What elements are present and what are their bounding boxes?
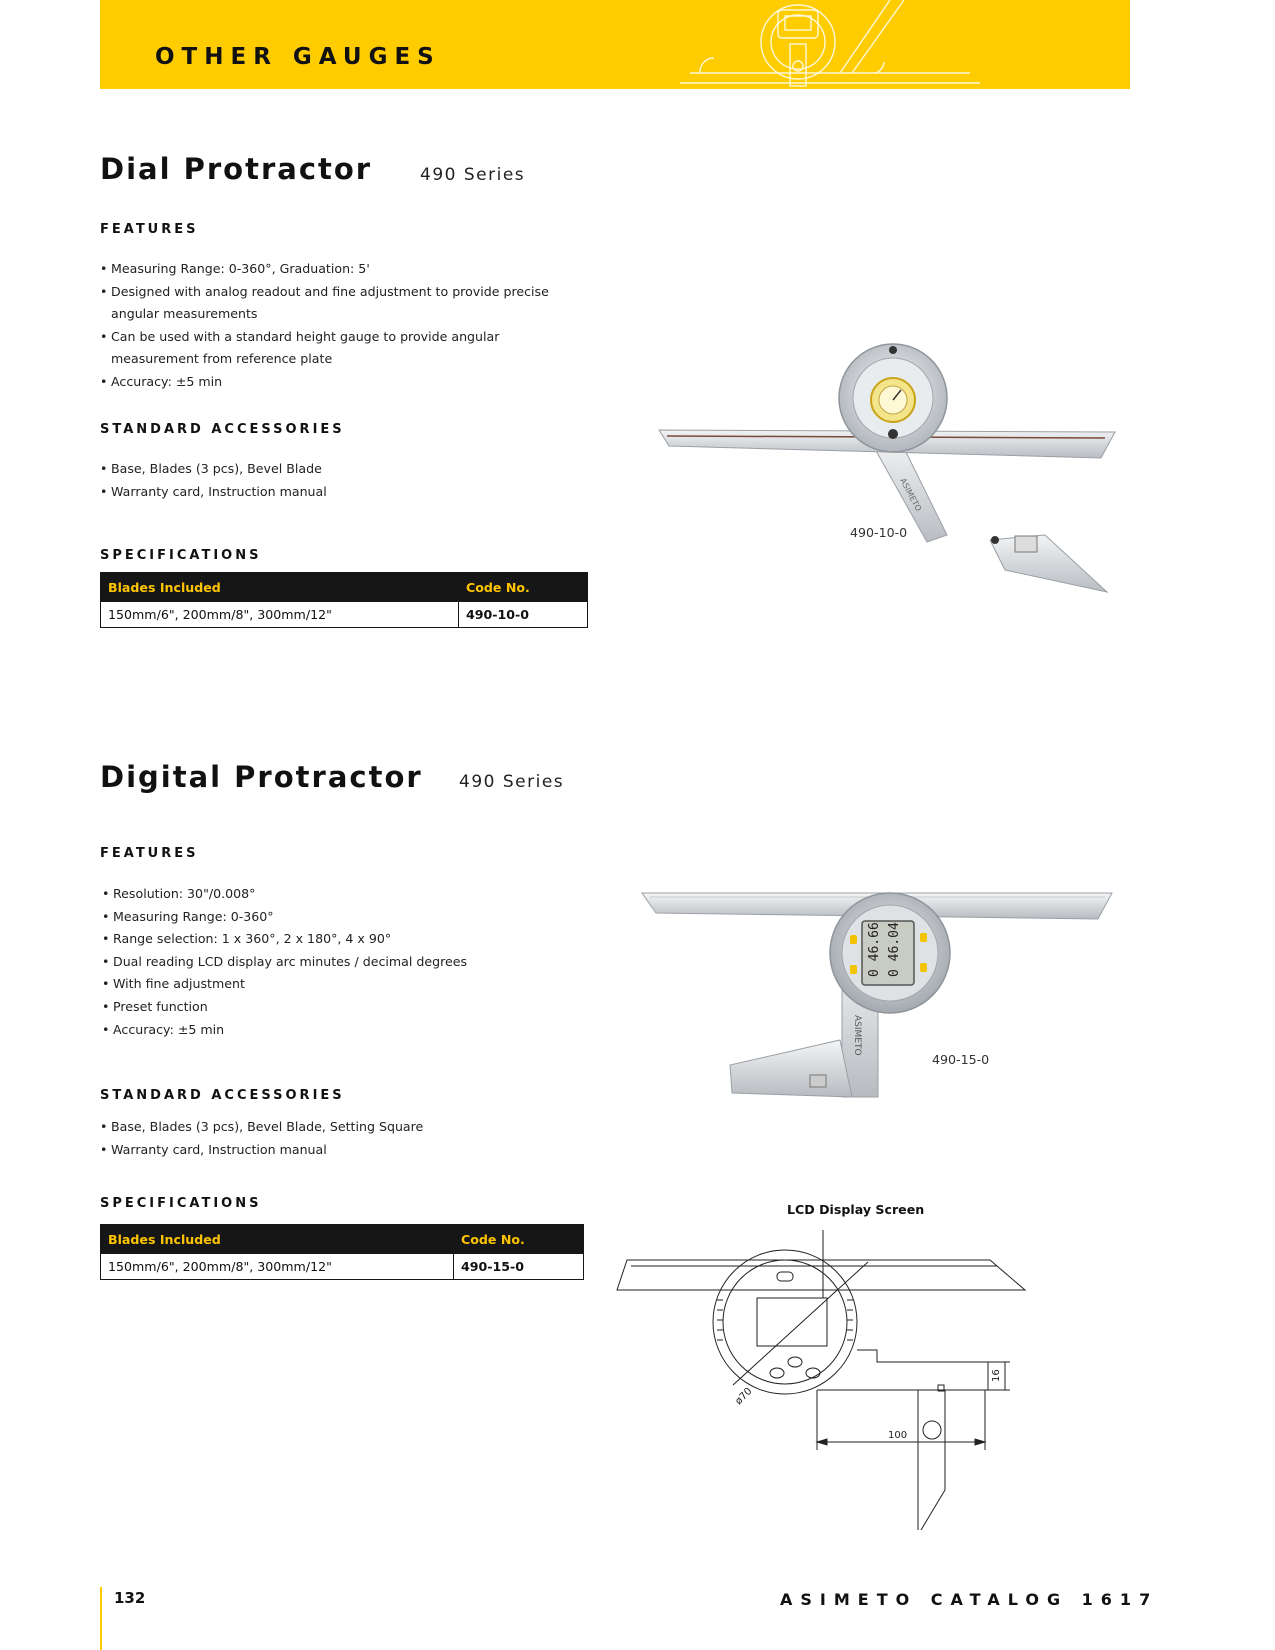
image-caption: 490-10-0 [850,525,908,540]
feature-item: • With fine adjustment [102,973,582,996]
svg-text:ASIMETO: ASIMETO [898,476,924,513]
dimension-diagram [605,1230,1035,1530]
accessory-item: • Base, Blades (3 pcs), Bevel Blade [100,458,560,481]
digital-protractor-image [640,885,1130,1130]
spec-table [100,1224,584,1280]
catalog-title: ASIMETO CATALOG 1617 [780,1590,1159,1609]
image-caption: 490-15-0 [932,1052,990,1067]
feature-item: • Designed with analog readout and fine adjustment to provide precise angular measurements [100,281,560,326]
table-row [101,1254,584,1280]
footer-accent-bar [100,1587,102,1650]
lcd-reading-2: 0 46.04 [887,922,902,977]
feature-item: • Dual reading LCD display arc minutes / decimal degrees [102,951,582,974]
product-series: 490 Series [420,165,526,185]
table-header-code: Code No. [459,573,588,602]
table-header-blades: Blades Included [101,1225,454,1254]
table-row [101,602,588,628]
product-title: Digital Protractor [100,760,423,794]
dial-protractor-image [655,330,1125,600]
feature-item: • Preset function [102,996,582,1019]
section-title: OTHER GAUGES [155,44,441,70]
accessories-heading: STANDARD ACCESSORIES [100,422,345,437]
features-heading: FEATURES [100,846,199,861]
feature-item: • Accuracy: ±5 min [100,371,560,394]
dimension-height: 16 [991,1369,1002,1382]
features-heading: FEATURES [100,222,199,237]
lcd-button-icon [850,965,857,974]
table-cell-blades: 150mm/6", 200mm/8", 300mm/12" [101,1254,454,1280]
feature-item: • Can be used with a standard height gauge to provide angular measurement from reference plate [100,326,560,371]
feature-item: • Accuracy: ±5 min [102,1019,582,1042]
lcd-button-icon [850,935,857,944]
feature-item: • Range selection: 1 x 360°, 2 x 180°, 4 x 90° [102,928,582,951]
svg-text:ASIMETO: ASIMETO [852,1015,862,1056]
accessories-list [100,1116,580,1161]
specs-heading: SPECIFICATIONS [100,548,262,563]
accessory-item: • Base, Blades (3 pcs), Bevel Blade, Setting Square [100,1116,580,1139]
feature-item: • Resolution: 30"/0.008° [102,883,582,906]
table-cell-code: 490-10-0 [459,602,588,628]
table-cell-blades: 150mm/6", 200mm/8", 300mm/12" [101,602,459,628]
table-header-blades: Blades Included [101,573,459,602]
feature-item: • Measuring Range: 0-360° [102,906,582,929]
page-number: 132 [114,1589,146,1607]
table-header-code: Code No. [454,1225,584,1254]
table-cell-code: 490-15-0 [454,1254,584,1280]
specs-heading: SPECIFICATIONS [100,1196,262,1211]
features-list [100,258,560,394]
header-banner [100,0,1130,89]
product-title: Dial Protractor [100,152,373,186]
accessory-item: • Warranty card, Instruction manual [100,1139,580,1162]
product-series: 490 Series [459,772,565,792]
protractor-outline-icon [680,0,1020,89]
accessory-item: • Warranty card, Instruction manual [100,481,560,504]
lcd-button-icon [920,963,927,972]
feature-item: • Measuring Range: 0-360°, Graduation: 5' [100,258,560,281]
features-list [102,883,582,1041]
lcd-button-icon [920,933,927,942]
accessories-heading: STANDARD ACCESSORIES [100,1088,345,1103]
spec-table [100,572,588,628]
accessories-list [100,458,560,503]
diagram-label: LCD Display Screen [787,1202,925,1217]
dimension-diameter: ø70 [733,1386,755,1408]
dimension-length: 100 [888,1430,908,1441]
lcd-reading-1: 0 46.66 [867,922,882,977]
